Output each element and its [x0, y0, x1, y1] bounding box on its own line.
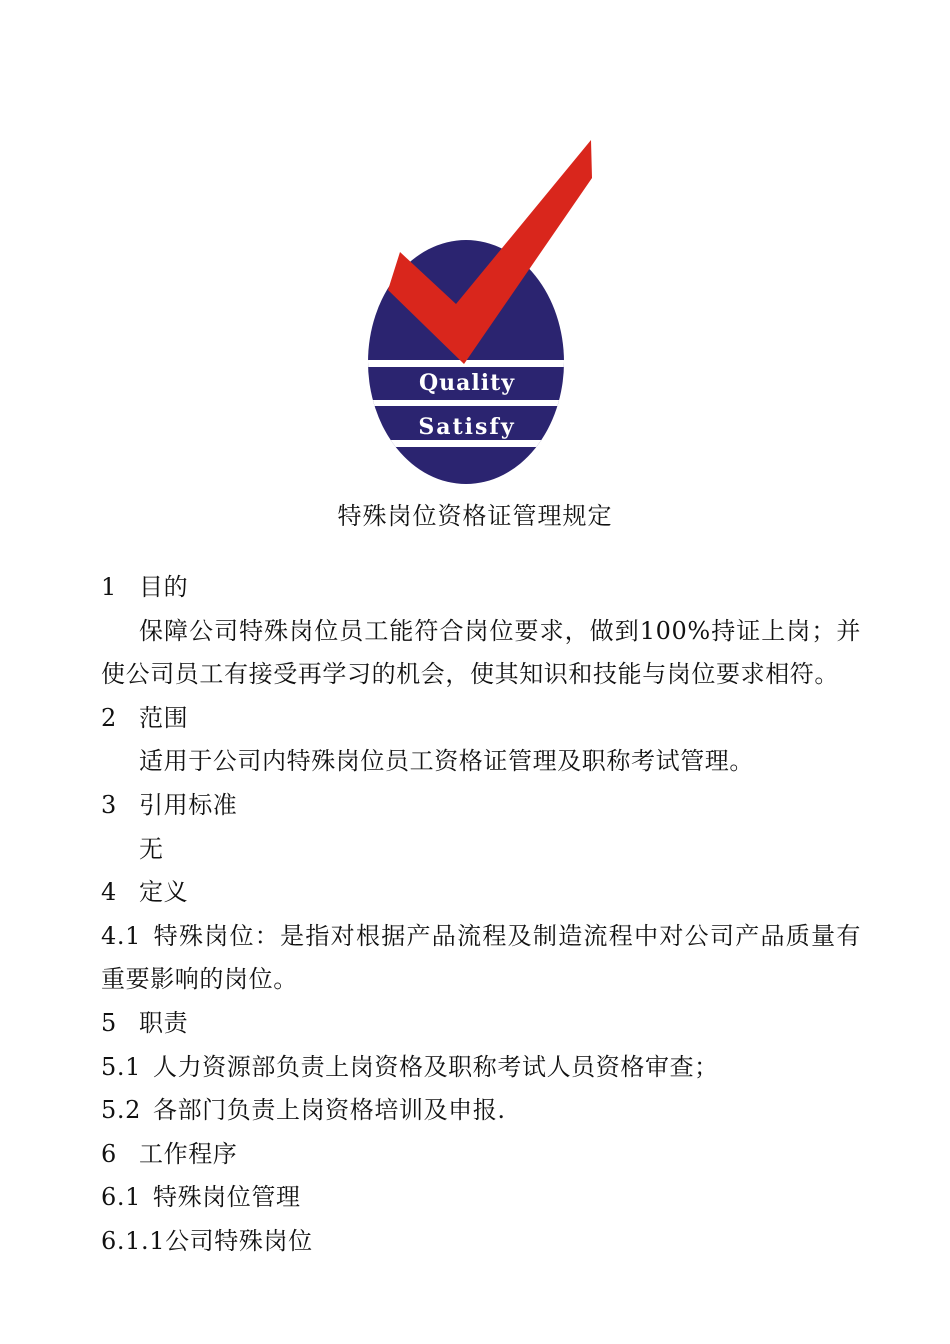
section-heading-references — [101, 784, 861, 828]
section-title: 定义 — [139, 878, 189, 907]
section-heading-purpose — [101, 566, 861, 610]
subsection-company-special-posts — [101, 1220, 861, 1264]
section-number: 4 — [101, 878, 117, 907]
subsection-number: 6.1.1 — [101, 1226, 166, 1255]
subsection-number: 4.1 — [101, 921, 141, 950]
logo-stripe — [360, 400, 600, 406]
logo-text-satisfy: Satisfy — [418, 414, 516, 440]
section-number: 2 — [101, 703, 117, 732]
logo-stripe — [360, 440, 600, 447]
subsection-text: 公司特殊岗位 — [165, 1226, 313, 1255]
subsection-number: 6.1 — [101, 1183, 141, 1212]
subsection-number: 5.1 — [101, 1052, 141, 1081]
logo-text-quality: Quality — [418, 370, 516, 396]
section-title: 引用标准 — [139, 790, 238, 819]
subsection-number: 5.2 — [101, 1096, 141, 1125]
section-heading-scope — [101, 697, 861, 741]
subsection-text: 特殊岗位：是指对根据产品流程及制造流程中对公司产品质量有重要影响的岗位。 — [101, 921, 861, 994]
section-body-scope: 适用于公司内特殊岗位员工资格证管理及职称考试管理。 — [139, 747, 754, 776]
document-body — [101, 566, 861, 1264]
document-title: 特殊岗位资格证管理规定 — [337, 502, 613, 530]
section-body-references: 无 — [139, 834, 164, 863]
section-number: 5 — [101, 1008, 117, 1037]
subsection-text: 人力资源部负责上岗资格及职称考试人员资格审查； — [152, 1052, 719, 1081]
subsection-hr-responsibility — [101, 1046, 861, 1090]
subsection-special-post-definition — [101, 915, 861, 1002]
quality-satisfy-logo — [360, 132, 600, 492]
section-title: 范围 — [139, 703, 189, 732]
section-title: 工作程序 — [139, 1139, 238, 1168]
subsection-special-post-management — [101, 1176, 861, 1220]
section-heading-responsibilities — [101, 1002, 861, 1046]
subsection-department-responsibility — [101, 1089, 861, 1133]
section-title: 职责 — [139, 1008, 189, 1037]
section-heading-procedure — [101, 1133, 861, 1177]
section-body-purpose: 保障公司特殊岗位员工能符合岗位要求，做到100%持证上岗；并使公司员工有接受再学习的机会，使其知识和技能与岗位要求相符。 — [101, 616, 861, 689]
subsection-text: 特殊岗位管理 — [152, 1183, 301, 1212]
section-heading-definitions — [101, 871, 861, 915]
section-title: 目的 — [139, 573, 189, 601]
subsection-text: 各部门负责上岗资格培训及申报. — [152, 1096, 506, 1125]
section-number: 3 — [101, 790, 117, 819]
section-number: 1 — [101, 573, 117, 601]
section-number: 6 — [101, 1139, 117, 1168]
logo-stripe — [360, 360, 600, 367]
